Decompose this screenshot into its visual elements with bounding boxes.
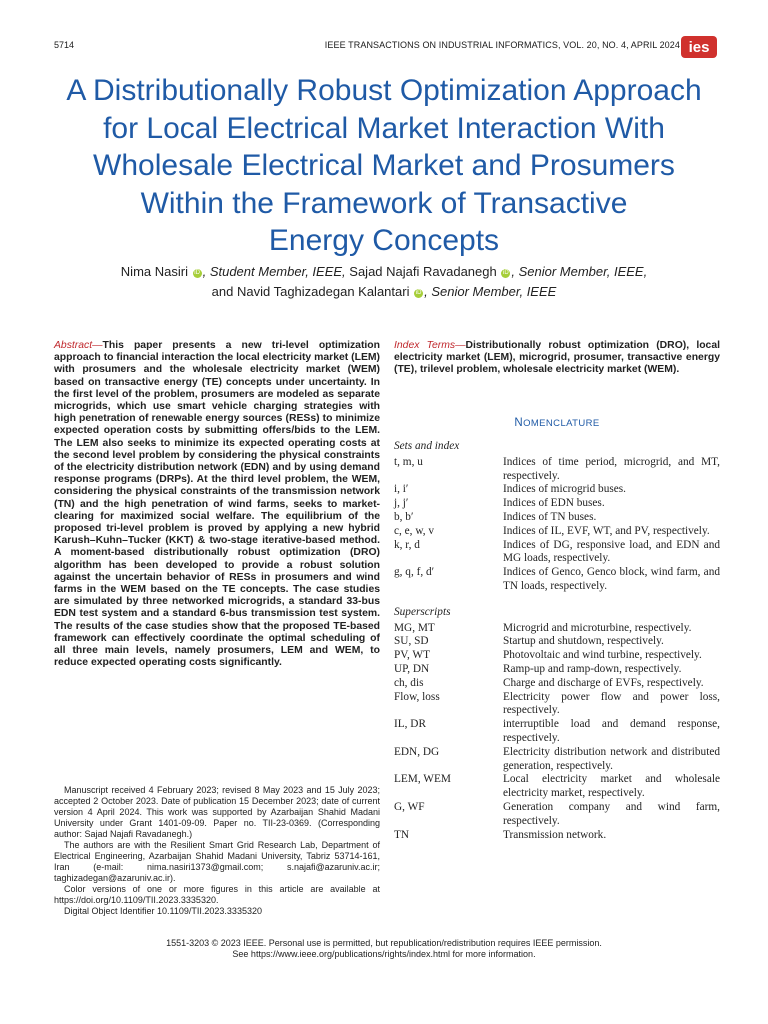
index-terms-text: Distributionally robust optimization (DRO), local electricity market (LEM), microgrid, prosumer, transactive energy (TE), trilevel problem, wholesale electricity market (WEM).: [394, 340, 720, 376]
abstract-label: Abstract—: [54, 340, 103, 351]
footnote-manuscript: Manuscript received 4 February 2023; revised 8 May 2023 and 15 July 2023; accepted 2 October 2023. Date of publication 15 December 2023; date of current version 4 April 2024. This work was supported by Azarbaijan Shahid Madani University under Grant 1401-09-09. Paper no. TII-23-0369. (Corresponding author: Sajad Najafi Ravadanegh.): [54, 785, 380, 839]
nomenclature-row: b, b′ Indices of TN buses.: [394, 510, 597, 523]
nomenclature-heading: NOMENCLATURE: [514, 417, 600, 429]
author-list: [60, 262, 708, 302]
copyright-line: 1551-3203 © 2023 IEEE. Personal use is permitted, but republication/redistribution requires IEEE permission.: [166, 938, 602, 948]
author-role: , Senior Member, IEEE: [424, 284, 557, 299]
footnote-color[interactable]: Color versions of one or more figures in this article are available at https://doi.org/10.1109/TII.2023.3335320.: [54, 884, 380, 905]
footnotes: [54, 785, 380, 917]
author-name: Sajad Najafi Ravadanegh: [345, 264, 497, 279]
index-terms-label: Index Terms—: [394, 340, 466, 351]
orcid-icon[interactable]: iD: [415, 290, 422, 296]
nomenclature-row: UP, DN Ramp-up and ramp-down, respectively.: [394, 662, 682, 675]
index-terms: [394, 340, 720, 377]
nomenclature-row: MG, MT Microgrid and microturbine, respectively.: [394, 621, 692, 634]
journal-header: IEEE TRANSACTIONS ON INDUSTRIAL INFORMATICS, VOL. 20, NO. 4, APRIL 2024: [324, 40, 680, 50]
nomenclature-row: i, i′ Indices of microgrid buses.: [394, 483, 626, 496]
title-line: Within the Framework of Transactive: [140, 186, 628, 220]
abstract: [54, 340, 380, 669]
title-line: Wholesale Electrical Market and Prosumers: [93, 149, 675, 182]
nomenclature-row: k, r, d Indices of DG, responsive load, and EDN and MG loads, respectively.: [394, 538, 720, 565]
author-role: , Student Member, IEEE,: [202, 264, 346, 279]
title-line: for Local Electrical Market Interaction With: [103, 111, 665, 145]
nomenclature-row: ch, dis Charge and discharge of EVFs, respectively.: [394, 676, 704, 689]
ies-logo: [681, 36, 717, 58]
title-line: Energy Concepts: [268, 224, 500, 257]
nomenclature-row: LEM, WEM Local electricity market and wholesale electricity market, respectively.: [394, 773, 720, 800]
nomenclature-row: PV, WT Photovoltaic and wind turbine, respectively.: [394, 649, 702, 662]
copyright-footer: [0, 938, 768, 960]
nomenclature-row: Flow, loss Electricity power flow and power loss, respectively.: [394, 690, 720, 717]
title-line: A Distributionally Robust Optimization Approach: [66, 74, 702, 107]
author-role: , Senior Member, IEEE,: [511, 264, 648, 279]
nomenclature-row: SU, SD Startup and shutdown, respectively.: [394, 635, 664, 648]
superscripts-heading: Superscripts: [394, 605, 451, 618]
nomenclature-row: g, q, f, d′ Indices of Genco, Genco block, wind farm, and TN loads, respectively.: [394, 566, 720, 592]
abstract-text: This paper presents a new tri-level optimization approach to financial interaction the local electricity market (LEM) with prosumers and the wholesale electricity market (WEM) based on transactive energy (TE) concepts under uncertainty. In the first level of the problem, prosumers are modeled as separate microgrids, which use smart vehicle charging strategies with high penetration of renewable energy sources (RESs) to minimize expected operation costs by submitting offers/bids to the LEM. The LEM also seeks to minimize its expected operating costs at the second level problem by considering the physical constraints of the electricity distribution network (EDN) and by using demand response programs (DRPs). At the third level problem, the WEM, considering the physical constraints of the transmission network (TN) and the high penetration of wind farms, seeks to market-clearing for maximized social welfare. The equilibrium of the proposed tri-level problem is proved by applying a new hybrid Karush–Kuhn–Tucker (KKT) & two-stage iterative-based method. A moment-based distributionally robust optimization (DRO) algorithm has been developed to provide a robust solution against the uncertain behavior of RESs in prosumers and wind farms in the WEM based on the TE concepts. The case studies are simulated by three networked microgrids, a standard 33-bus EDN test system and a standard 6-bus transmission test system. The results of the case studies show that the proposed TE-based framework can effectively coordinate the optimal scheduling of all three main levels, namely prosumers, LEM and WEM, to reduce expected operating costs significantly.: [54, 340, 380, 669]
author-name: and Navid Taghizadegan Kalantari: [211, 284, 410, 299]
nomenclature-row: c, e, w, v Indices of IL, EVF, WT, and PV, respectively.: [394, 524, 710, 537]
rights-link[interactable]: See https://www.ieee.org/publications/rights/index.html for more information.: [232, 949, 536, 959]
author-name: Nima Nasiri: [120, 264, 188, 279]
orcid-icon[interactable]: iD: [503, 270, 509, 276]
svg-text:ies: ies: [688, 39, 710, 56]
nomenclature-row: G, WF Generation company and wind farm, respectively.: [394, 800, 720, 827]
nomenclature-row: TN Transmission network.: [394, 828, 607, 841]
sets-heading: Sets and index: [394, 440, 460, 452]
orcid-icon[interactable]: iD: [194, 270, 200, 276]
nomenclature-row: j, j′ Indices of EDN buses.: [394, 497, 605, 510]
footnote-affiliation: The authors are with the Resilient Smart Grid Research Lab, Department of Electrical Engineering, Azarbaijan Shahid Madani University, Tabriz 53714-161, Iran (e-mail: nima.nasiri1373@gmail.com; s.najafi@azaruniv.ac.ir; taghizadegan@azaruniv.ac.ir).: [54, 840, 380, 883]
paper-title: [40, 72, 728, 260]
page-number: 5714: [54, 40, 75, 50]
nomenclature-row: t, m, u Indices of time period, microgrid, and MT, respectively.: [394, 455, 720, 482]
footnote-doi[interactable]: Digital Object Identifier 10.1109/TII.2023.3335320: [64, 906, 262, 916]
nomenclature-row: IL, DR interruptible load and demand response, respectively.: [394, 718, 720, 744]
nomenclature-list: [394, 440, 720, 842]
nomenclature-row: EDN, DG Electricity distribution network and distributed generation, respectively.: [394, 745, 720, 772]
